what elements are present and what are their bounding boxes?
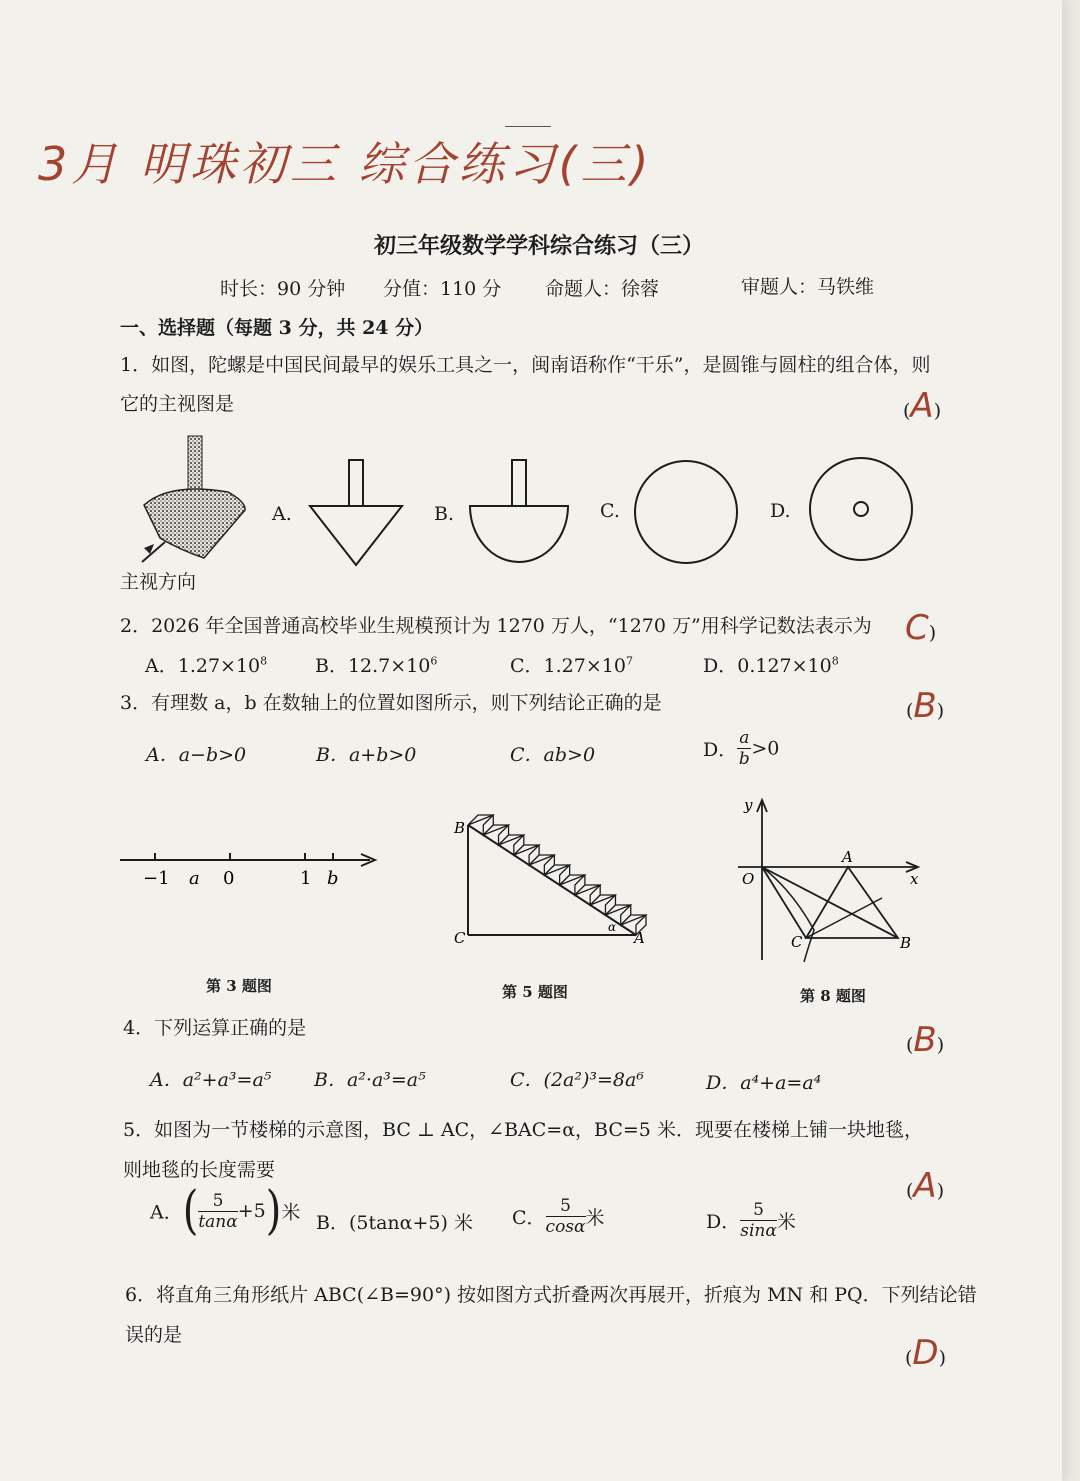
q2-option-c: C．$1.27\times 10^7$ xyxy=(510,654,633,677)
question-6-text-2: 误的是 xyxy=(125,1324,183,1346)
question-2-answer: C) xyxy=(905,608,937,648)
option-d-label: D. xyxy=(770,500,791,522)
question-5-text-2: 则地毯的长度需要 xyxy=(123,1159,276,1181)
page-title: 初三年级数学学科综合练习（三） xyxy=(374,233,705,259)
question-1-text: 1．如图，陀螺是中国民间最早的娱乐工具之一，闽南语称作“干乐”，是圆锥与圆柱的组合体，则 xyxy=(120,354,931,376)
option-a-figure xyxy=(305,455,410,570)
view-direction-caption: 主视方向 xyxy=(120,571,197,593)
axis-label-a: a xyxy=(189,868,200,889)
axis-label-b: b xyxy=(327,868,339,889)
coord-label-c: C xyxy=(791,933,803,951)
stair-label-b: B xyxy=(454,819,466,837)
q5-option-d: D． $\frac{5}{\sin\alpha}$ 米 xyxy=(706,1200,796,1241)
q3-option-c: C．ab>0 xyxy=(510,744,596,766)
q4-option-c: C．(2a²)³=8a⁶ xyxy=(510,1069,644,1091)
question-6-text: 6．将直角三角形纸片 ABC(∠B=90°) 按如图方式折叠两次再展开，折痕为 MN 和 PQ．下列结论错 xyxy=(125,1284,977,1306)
section-heading: 一、选择题（每题 3 分，共 24 分） xyxy=(120,317,434,339)
coord-label-b: B xyxy=(900,934,912,952)
q5-option-a: A．( $\frac{5}{\tan\alpha}$ +5)米 xyxy=(150,1181,301,1241)
exam-score: 分值：110 分 xyxy=(383,278,502,300)
q2-option-d: D．$0.127\times 10^8$ xyxy=(703,654,839,677)
option-a-label: A. xyxy=(272,503,292,525)
axis-label-neg1: −1 xyxy=(143,868,170,889)
question-6-answer: (D) xyxy=(905,1333,947,1373)
question-4-text: 4．下列运算正确的是 xyxy=(123,1017,307,1039)
divider xyxy=(505,126,551,127)
coord-label-x: x xyxy=(910,870,919,888)
question-1-text-2: 它的主视图是 xyxy=(120,393,235,415)
axis-label-0: 0 xyxy=(223,868,235,889)
exam-reviewer: 审题人：马铁维 xyxy=(741,276,875,298)
question-5-text: 5．如图为一节楼梯的示意图，BC ⊥ AC，∠BAC=α，BC=5 米．现要在楼梯上铺一块地毯， xyxy=(123,1119,923,1141)
question-1-answer: (A) xyxy=(903,386,942,426)
q2-option-b: B．$12.7\times 10^6$ xyxy=(315,654,438,677)
q3-option-b: B．a+b>0 xyxy=(316,744,417,766)
q3-option-d: D． $\frac{a}{b}$ >0 xyxy=(703,728,780,769)
q3-option-a: A．a−b>0 xyxy=(146,744,247,766)
q5-option-c: C． $\frac{5}{\cos\alpha}$ 米 xyxy=(512,1196,605,1237)
exam-duration: 时长：90 分钟 xyxy=(220,278,346,300)
option-c-label: C. xyxy=(600,500,620,522)
staircase-figure xyxy=(450,795,660,955)
coord-label-o: O xyxy=(742,870,755,888)
question-3-answer: (B) xyxy=(906,686,945,726)
option-c-figure xyxy=(630,455,745,570)
option-d-figure xyxy=(805,452,920,567)
question-4-answer: (B) xyxy=(906,1020,945,1060)
exam-author: 命题人：徐蓉 xyxy=(545,278,660,300)
stair-label-c: C xyxy=(454,929,466,947)
q2-option-a: A．$1.27\times 10^8$ xyxy=(145,654,268,677)
handwritten-header: 3月 明珠初三 综合练习(三) xyxy=(38,137,653,191)
figure-3-caption: 第 3 题图 xyxy=(206,977,272,995)
option-b-figure xyxy=(465,455,575,570)
coord-label-y: y xyxy=(744,796,753,814)
coordinate-figure xyxy=(730,790,930,970)
q4-option-b: B．a²·a³=a⁵ xyxy=(314,1069,426,1091)
q4-option-a: A．a²+a³=a⁵ xyxy=(150,1069,272,1091)
number-line-figure xyxy=(115,840,385,900)
axis-label-1: 1 xyxy=(300,868,312,889)
question-3-text: 3．有理数 a，b 在数轴上的位置如图所示，则下列结论正确的是 xyxy=(120,692,662,714)
figure-5-caption: 第 5 题图 xyxy=(502,983,568,1001)
q5-option-b: B．(5tanα+5) 米 xyxy=(316,1212,473,1234)
option-b-label: B. xyxy=(434,503,455,525)
spinning-top-figure xyxy=(130,430,260,565)
coord-label-a: A xyxy=(842,848,853,866)
question-5-answer: (A) xyxy=(906,1166,945,1206)
figure-8-caption: 第 8 题图 xyxy=(800,987,866,1005)
q4-option-d: D．a⁴+a=a⁴ xyxy=(706,1072,822,1094)
question-2-text: 2．2026 年全国普通高校毕业生规模预计为 1270 万人，“1270 万”用科学记数法表示为 xyxy=(120,615,872,637)
stair-label-alpha: α xyxy=(608,920,617,934)
stair-label-a: A xyxy=(634,929,645,947)
